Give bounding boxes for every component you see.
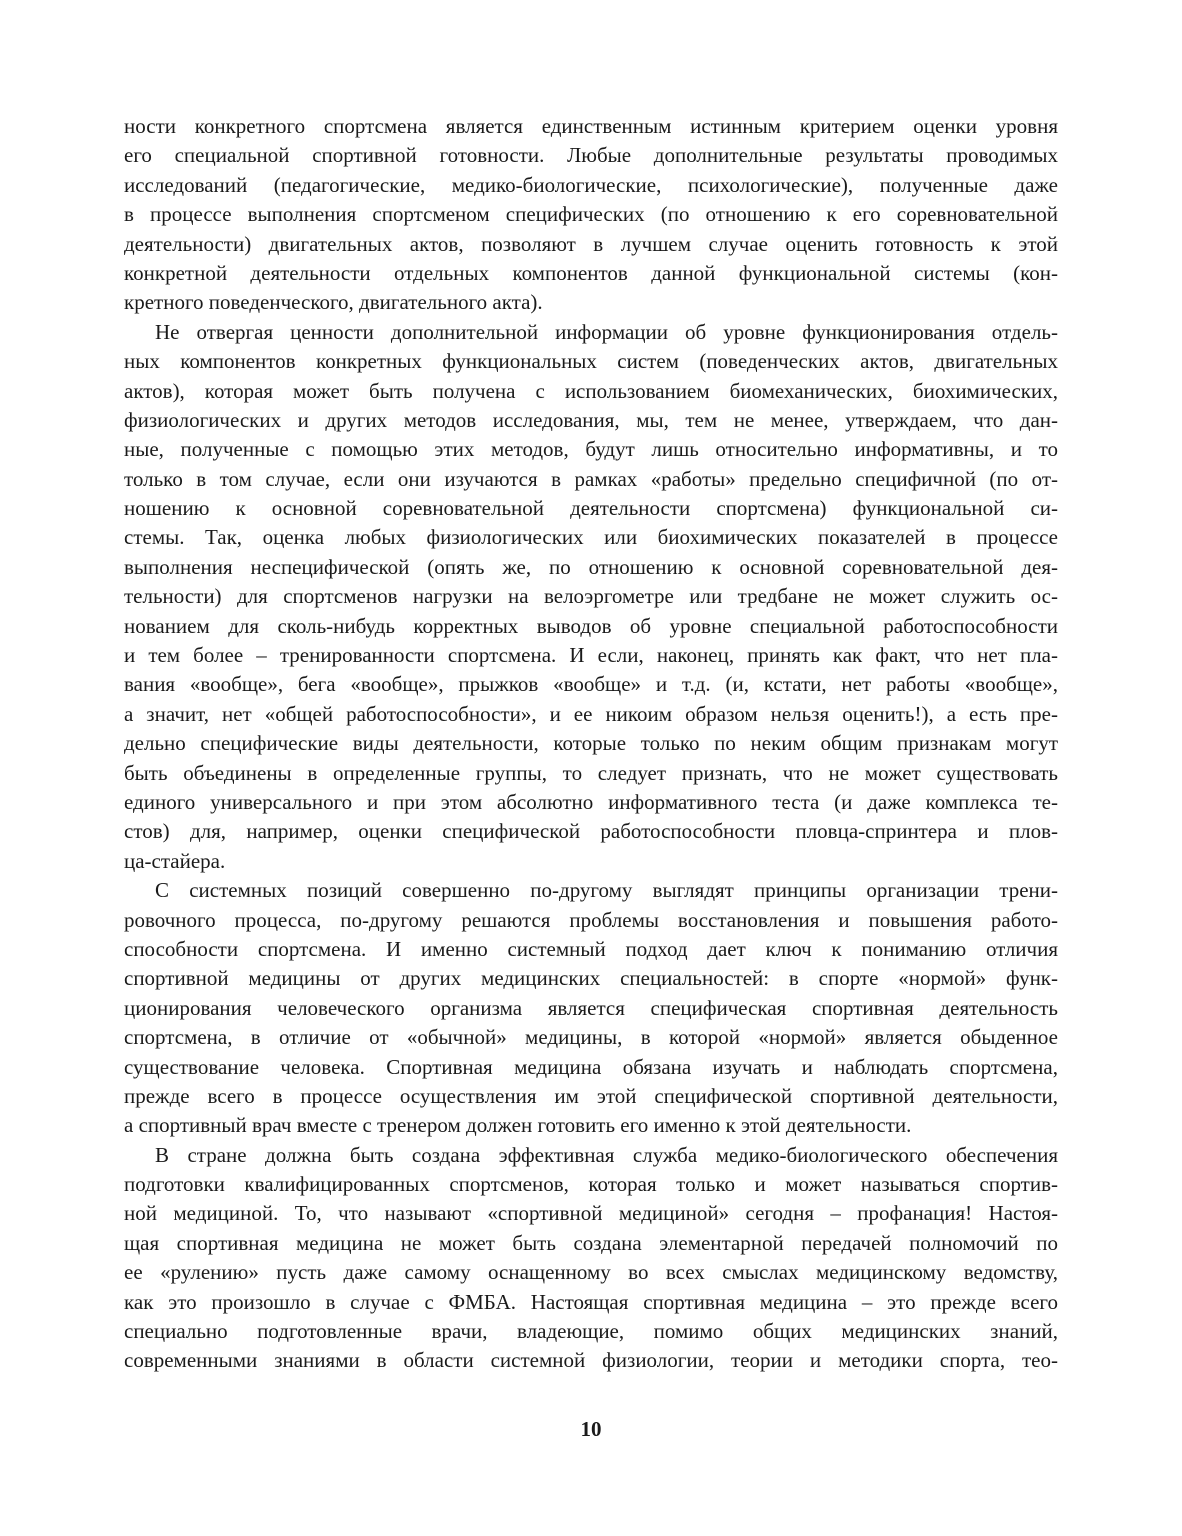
- paragraph-1: [124, 112, 1058, 318]
- page-body: [124, 112, 1058, 1376]
- text-line: ности конкретного спортсмена является единственным истинным критерием оценки уровня: [124, 114, 1058, 138]
- text-line: а значит, нет «общей работоспособности», и ее никоим образом нельзя оценить!), а есть пре-: [124, 701, 1058, 726]
- text-line: современными знаниями в области системной физиологии, теории и методики спорта, тео-: [124, 1348, 1058, 1373]
- text-line: С системных позиций совершенно по-другому выглядят принципы организации трени-: [155, 878, 1058, 903]
- text-line: единого универсального и при этом абсолютно информативного теста (и даже комплекса те-: [124, 789, 1058, 814]
- paragraph-3: [124, 876, 1058, 1141]
- text-line: в процессе выполнения спортсменом специфических (по отношению к его соревновательной: [124, 202, 1058, 227]
- text-line: подготовки квалифицированных спортсменов, которая только и может называться спортив-: [124, 1172, 1058, 1197]
- paragraph-4: [124, 1141, 1058, 1376]
- text-line: исследований (педагогические, медико-биологические, психологические), полученные даже: [124, 172, 1058, 197]
- text-line: В стране должна быть создана эффективная служба медико-биологического обеспечения: [155, 1142, 1058, 1167]
- text-line: ношению к основной соревновательной деятельности спортсмена) функциональной си-: [124, 496, 1058, 521]
- text-line: спортивной медицины от других медицинских специальностей: в спорте «нормой» функ-: [124, 966, 1058, 991]
- text-line: ца-стайера.: [124, 848, 226, 873]
- text-line: физиологических и других методов исследования, мы, тем не менее, утверждаем, что дан-: [124, 407, 1058, 432]
- text-line: и тем более – тренированности спортсмена. И если, наконец, принять как факт, что нет пла-: [124, 643, 1058, 668]
- text-line: быть объединены в определенные группы, то следует признать, что не может существовать: [124, 760, 1058, 785]
- text-line: специально подготовленные врачи, владеющие, помимо общих медицинских знаний,: [124, 1319, 1058, 1344]
- text-line: деятельности) двигательных актов, позволяют в лучшем случае оценить готовность к этой: [124, 231, 1058, 256]
- text-line: ных компонентов конкретных функциональных систем (поведенческих актов, двигательных: [124, 349, 1058, 374]
- text-line: ровочного процесса, по-другому решаются проблемы восстановления и повышения работо-: [124, 907, 1058, 932]
- text-line: выполнения неспецифической (опять же, по отношению к основной соревновательной дея-: [124, 554, 1058, 579]
- text-line: тельности) для спортсменов нагрузки на велоэргометре или тредбане не может служить ос-: [124, 584, 1058, 609]
- text-line: кретного поведенческого, двигательного акта).: [124, 290, 543, 315]
- text-line: нованием для сколь-нибудь корректных выводов об уровне специальной работоспособности: [124, 613, 1058, 638]
- text-line: вания «вообще», бега «вообще», прыжков «вообще» и т.д. (и, кстати, нет работы «вообще»,: [124, 672, 1058, 697]
- text-line: дельно специфические виды деятельности, которые только по неким общим признакам могут: [124, 731, 1058, 756]
- text-line: существование человека. Спортивная медицина обязана изучать и наблюдать спортсмена,: [124, 1054, 1058, 1079]
- page-number: 10: [580, 1417, 602, 1441]
- text-line: стемы. Так, оценка любых физиологических или биохимических показателей в процессе: [124, 525, 1058, 550]
- text-line: стов) для, например, оценки специфической работоспособности пловца-спринтера и плов-: [124, 819, 1058, 844]
- text-line: его специальной спортивной готовности. Любые дополнительные результаты проводимых: [124, 143, 1058, 168]
- paragraph-2: [124, 318, 1058, 876]
- text-line: прежде всего в процессе осуществления им этой специфической спортивной деятельности,: [124, 1083, 1058, 1108]
- text-line: ционирования человеческого организма является специфическая спортивная деятельность: [124, 995, 1058, 1020]
- text-line: конкретной деятельности отдельных компонентов данной функциональной системы (кон-: [124, 260, 1058, 285]
- text-line: ной медициной. То, что называют «спортивной медициной» сегодня – профанация! Настоя-: [124, 1201, 1058, 1226]
- text-line: спортсмена, в отличие от «обычной» медицины, в которой «нормой» является обыденное: [124, 1025, 1058, 1050]
- text-line: актов), которая может быть получена с использованием биомеханических, биохимических,: [124, 378, 1058, 403]
- text-line: способности спортсмена. И именно системный подход дает ключ к пониманию отличия: [124, 936, 1058, 961]
- text-line: щая спортивная медицина не может быть создана элементарной передачей полномочий по: [124, 1230, 1058, 1255]
- text-line: только в том случае, если они изучаются в рамках «работы» предельно специфичной (по от-: [124, 466, 1058, 491]
- text-line: как это произошло в случае с ФМБА. Настоящая спортивная медицина – это прежде всего: [124, 1289, 1058, 1314]
- text-line: ее «рулению» пусть даже самому оснащенному во всех смыслах медицинскому ведомству,: [124, 1260, 1058, 1285]
- text-line: ные, полученные с помощью этих методов, будут лишь относительно информативны, и то: [124, 437, 1058, 462]
- text-line: Не отвергая ценности дополнительной информации об уровне функционирования отдель-: [155, 319, 1058, 344]
- text-line: а спортивный врач вместе с тренером должен готовить его именно к этой деятельности.: [124, 1113, 912, 1138]
